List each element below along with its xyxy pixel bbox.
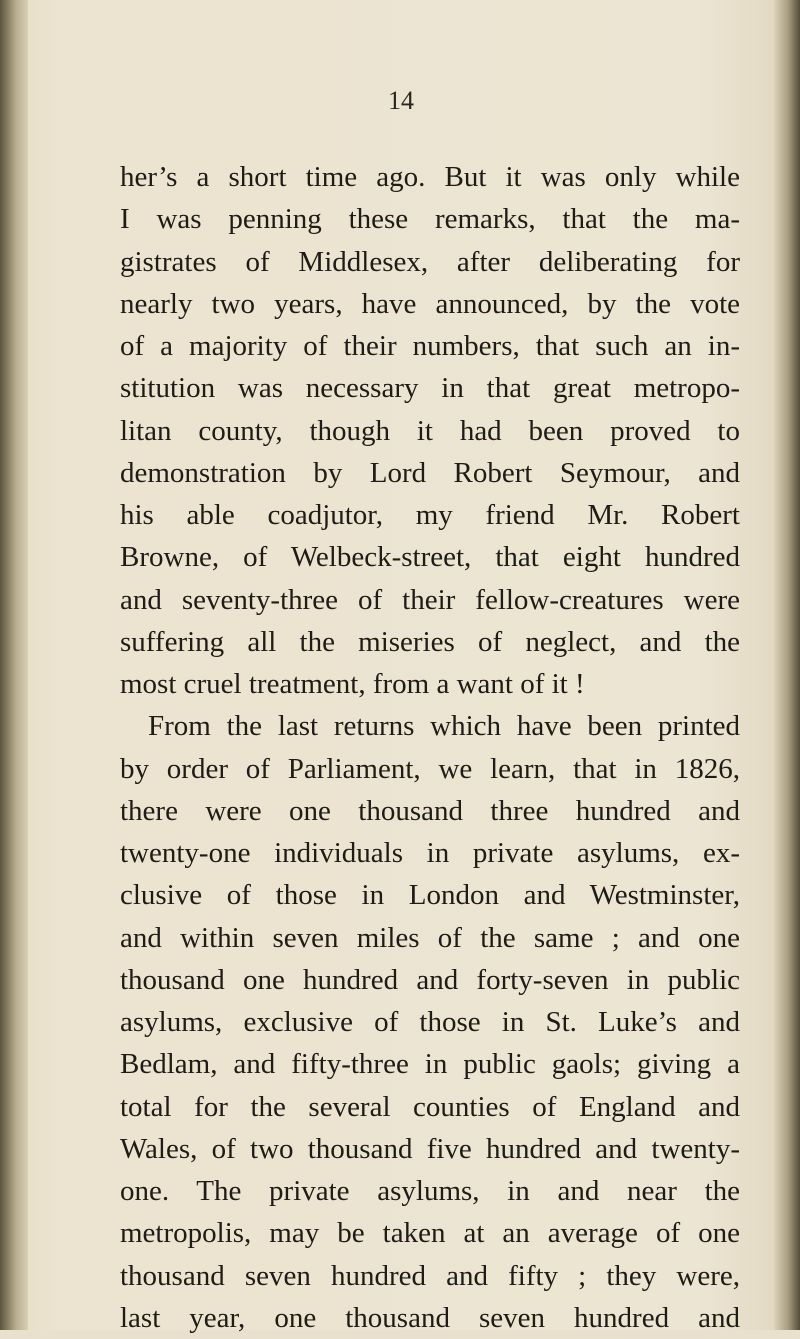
body-text <box>120 156 740 1339</box>
text-line: From the last returns which have been printed <box>148 710 740 743</box>
page-edge-shadow <box>774 0 800 1330</box>
text-line: metropolis, may be taken at an average of one <box>120 1217 740 1250</box>
text-line: last year, one thousand seven hundred and <box>120 1301 740 1334</box>
text-line: Bedlam, and fifty-three in public gaols; giving a <box>120 1048 740 1081</box>
text-line: his able coadjutor, my friend Mr. Robert <box>120 499 740 531</box>
text-line: total for the several counties of England and <box>120 1090 740 1123</box>
text-line: litan county, though it had been proved to <box>120 414 740 447</box>
text-line: and seventy-three of their fellow-creatures were <box>120 583 740 616</box>
text-line: clusive of those in London and Westminster, <box>120 879 740 912</box>
text-line: and within seven miles of the same ; and one <box>120 921 740 954</box>
text-line: her’s a short time ago. But it was only while <box>120 161 740 193</box>
text-line: demonstration by Lord Robert Seymour, and <box>120 456 740 489</box>
page-number: 14 <box>388 86 414 115</box>
text-line: twenty-one individuals in private asylums, ex- <box>120 837 740 869</box>
text-line: suffering all the miseries of neglect, and the <box>120 625 740 658</box>
page-gutter-shadow <box>0 0 28 1330</box>
text-line: most cruel treatment, from a want of it ! <box>120 668 585 700</box>
text-line: there were one thousand three hundred and <box>120 794 740 827</box>
text-line: Browne, of Welbeck-street, that eight hundred <box>120 541 740 574</box>
text-line: by order of Parliament, we learn, that in 1826, <box>120 752 740 785</box>
text-line: asylums, exclusive of those in St. Luke’s and <box>120 1006 740 1038</box>
text-line: one. The private asylums, in and near the <box>120 1175 740 1207</box>
text-line: thousand seven hundred and fifty ; they were, <box>120 1259 740 1292</box>
text-line: Wales, of two thousand five hundred and twenty- <box>120 1132 740 1165</box>
text-line: of a majority of their numbers, that such an in- <box>120 330 740 362</box>
text-line: gistrates of Middlesex, after deliberating for <box>120 245 740 278</box>
text-line: thousand one hundred and forty-seven in public <box>120 963 740 996</box>
text-line: stitution was necessary in that great metropo- <box>120 372 740 405</box>
text-line: I was penning these remarks, that the ma- <box>120 203 740 236</box>
text-line: nearly two years, have announced, by the vote <box>120 287 740 320</box>
